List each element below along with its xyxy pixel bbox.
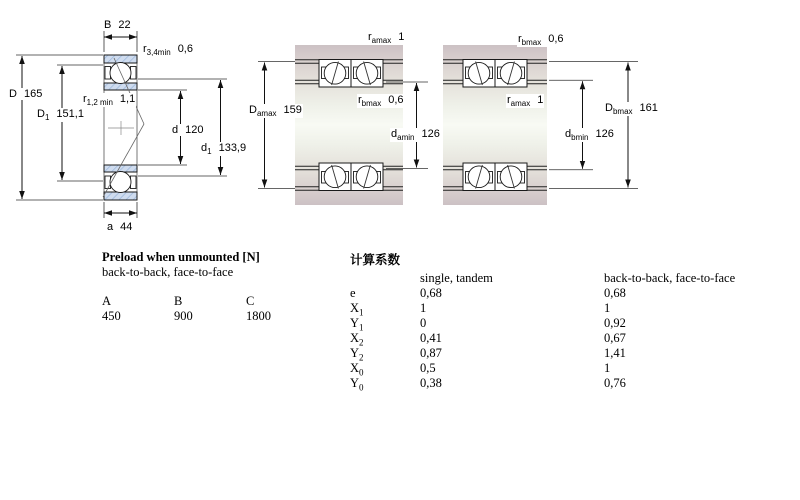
dim-label-Damax: $D_{amax}$ 159: [249, 104, 302, 119]
figure-mounting-arrangement-a: [258, 45, 428, 205]
factors-col2-header: back-to-back, face-to-face: [604, 271, 736, 285]
preload-table: [102, 294, 318, 324]
factors-row-x1: $X_1$ 1 1: [350, 301, 611, 318]
dim-label-damin: $d_{amin}$ 126: [391, 128, 440, 143]
preload-table-title: Preload when unmounted [N]: [102, 250, 260, 264]
dim-label-outer-diameter-D: D 165: [9, 88, 43, 100]
preload-col-b: B: [174, 294, 183, 308]
dim-label-rbmax-arrangement-b: $r_{bmax}$ 0,6: [518, 33, 564, 48]
factors-row-e: e 0,68 0,68: [350, 286, 626, 300]
factors-row-x0: $X_0$ 0,5 1: [350, 361, 611, 378]
factors-row-y2: $Y_2$ 0,87 1,41: [350, 346, 626, 363]
preload-col-c: C: [246, 294, 255, 308]
dim-label-width-B: B 22: [104, 19, 131, 31]
preload-value-a: 450: [102, 309, 121, 323]
dim-label-Dbmax: $D_{bmax}$ 161: [605, 102, 658, 117]
factors-col1-header: single, tandem: [420, 271, 493, 285]
preload-value-b: 900: [174, 309, 193, 323]
dim-label-bore-d: d 120: [172, 124, 204, 136]
dim-label-dbmin: $d_{bmin}$ 126: [565, 128, 614, 143]
factors-header-row: [350, 271, 735, 286]
dim-label-ramax-arrangement-a: $r_{amax}$ 1: [368, 31, 405, 46]
factors-row-x2: $X_2$ 0,41 0,67: [350, 331, 626, 348]
factors-row-y1: $Y_1$ 0 0,92: [350, 316, 626, 333]
figure-mounting-arrangement-b: [443, 45, 638, 205]
dim-label-chamfer-r12: $r_{1,2 min}$ 1,1: [83, 93, 136, 108]
preload-value-c: 1800: [246, 309, 271, 323]
dim-label-shoulder-d1: $d_1$ 133,9: [201, 142, 247, 157]
factors-table: [350, 271, 735, 391]
factors-row-y0: $Y_0$ 0,38 0,76: [350, 376, 626, 393]
dim-label-chamfer-r34: $r_{3,4min}$ 0,6: [143, 43, 193, 58]
dim-label-shoulder-D1: $D_1$ 151,1: [37, 108, 84, 123]
preload-table-subtitle: back-to-back, face-to-face: [102, 265, 234, 279]
dim-label-pressure-centre-a: a 44: [107, 221, 133, 233]
factors-table-title: 计算系数: [350, 253, 401, 267]
dim-label-ramax-arrangement-b: $r_{amax}$ 1: [507, 94, 544, 109]
dim-label-rbmax-arrangement-a: $r_{bmax}$ 0,6: [358, 94, 404, 109]
preload-value-row: [102, 309, 318, 324]
preload-header-row: [102, 294, 318, 309]
preload-col-a: A: [102, 294, 112, 308]
